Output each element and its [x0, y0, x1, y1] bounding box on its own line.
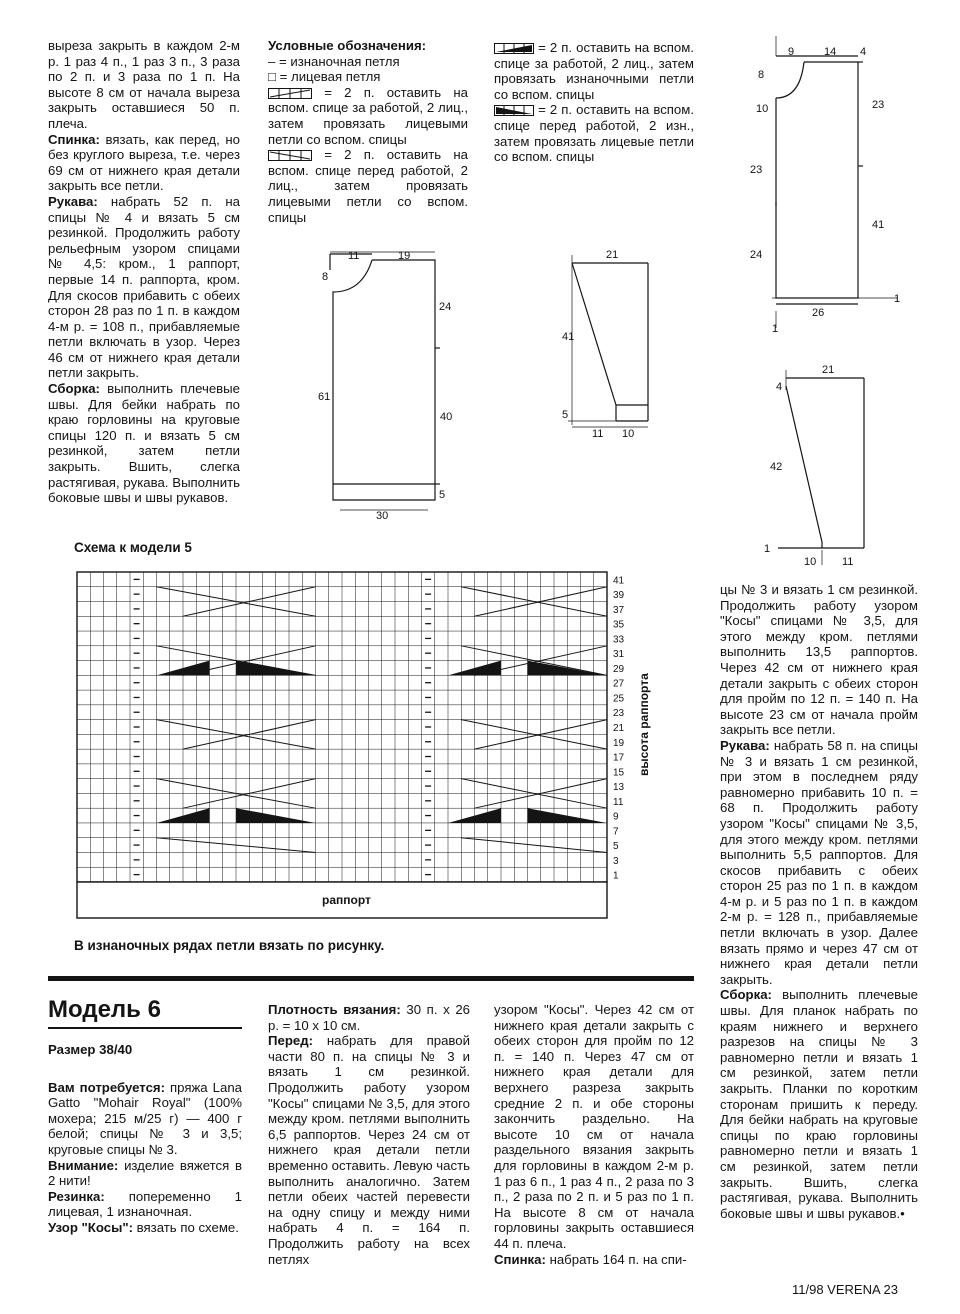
cable-text: вязать по схеме. [136, 1219, 239, 1235]
dim-14: 14 [824, 46, 837, 58]
density-paragraph [268, 1002, 470, 1033]
row-number: 41 [613, 575, 625, 587]
legend-cable-1 [268, 85, 468, 147]
row-number: 23 [613, 708, 625, 720]
dim-23-left: 23 [750, 164, 763, 176]
back-paragraph [48, 132, 240, 194]
model6-assembly-paragraph [720, 987, 918, 1221]
rib-label: Резинка: [48, 1188, 105, 1204]
materials-text: пряжа Lana Gatto "Mohair Royal" (100% мохера; 215 м/25 г) — 400 г белой; спицы № 3 и 3,5; круговые спицы № 3. [48, 1079, 242, 1157]
legend-purl: – = изнаночная петля [268, 53, 400, 69]
legend-cable-1-text: = 2 п. оставить на вспом. спице за работой, 2 лиц., затем провязать лицевыми петли со вспом. спицы [268, 84, 468, 147]
dim-1-bottom: 1 [772, 323, 779, 335]
row-number: 3 [613, 855, 619, 867]
dim-8: 8 [322, 271, 329, 283]
dim-11: 11 [348, 250, 360, 262]
legend-cable-3 [494, 40, 694, 102]
row-number: 1 [613, 870, 619, 882]
dim-21: 21 [822, 364, 835, 376]
dim-26: 26 [812, 307, 825, 319]
row-number: 27 [613, 678, 625, 690]
legend-title-text: Условные обозначения: [268, 38, 427, 53]
chart-note: В изнаночных рядах петли вязать по рисунку. [74, 938, 385, 953]
front-back-schematic-6 [748, 36, 908, 336]
sleeves-paragraph [48, 194, 240, 381]
front-text: набрать для правой части 80 п. на спицы № 3 и вязать 1 см резинкой. Продолжить работу узором "Косы" спицами № 3,5, для этого между кром. петлями выполнить 6,5 раппортов. Через 24 см от нижнего края детали петли временно оставить. Левую часть выполнить аналогично. Затем петли обеих частей перевести на одну спицу и между ними набрать 4 п. = 164 п. Продолжить работу на всех петлях [268, 1033, 470, 1267]
row-number: 15 [613, 767, 625, 779]
dim-42: 42 [770, 461, 783, 473]
row-number: 9 [613, 811, 619, 823]
sleeves-label: Рукава: [48, 193, 98, 209]
model6-assembly-text: выполнить плечевые швы. Для планок набрать по краям нижнего и верхнего разрезов на спицы № 3 равномерно петли и вязать 1 см резинкой, затем петли закрыть. Планки по коротким сторонам пришить к переду. Для бейки набрать на круговые спицы по краю горловины равномерно петли и вязать 1 см резинкой, затем петли закрыть. Вшить, слегка растягивая, рукава. Выполнить боковые швы и швы рукавов.• [720, 987, 918, 1221]
dim-23-right: 23 [872, 99, 885, 111]
model6-sleeves-text: набрать 58 п. на спицы № 3 и вязать 1 см резинкой, при этом в последнем ряду равномерно прибавить 10 п. = 68 п. Продолжить работу узором "Косы" спицами № 3,5, для этого между кром. петлями выполнить 5,5 раппортов. Для скосов прибавить с обеих сторон 25 раз по 1 п. в каждом 4-м р. и 5 раз по 1 п. в каждом 2-м р. = 128 п., прибавляемые петли включать в узор. Далее вязать прямо и через 47 см от нижнего края детали петли закрыть. [720, 737, 918, 987]
size-line [48, 1042, 242, 1058]
model6-assembly-label: Сборка: [720, 987, 772, 1003]
sleeve-schematic-5 [556, 245, 666, 445]
title-underline [48, 1027, 242, 1029]
chart-caption: Схема к модели 5 [74, 540, 192, 555]
cable-symbol-4-icon [494, 105, 534, 116]
legend-title [268, 38, 468, 54]
dim-11: 11 [592, 428, 604, 440]
cable-paragraph [48, 1220, 242, 1236]
model6-back-text: набрать 164 п. на спи- [549, 1251, 687, 1267]
model6-back-label: Спинка: [494, 1251, 546, 1267]
rib-text: попеременно 1 лицевая, 1 изнаночная. [48, 1188, 242, 1220]
row-number: 17 [613, 752, 625, 764]
model5-text-column [48, 38, 240, 506]
knitting-chart [74, 568, 684, 922]
dim-5: 5 [562, 409, 569, 421]
chart-grid-lines [77, 572, 607, 882]
row-number: 11 [613, 796, 624, 808]
sleeve-schematic-6 [760, 360, 880, 575]
cable-symbol-2-icon [268, 150, 312, 161]
dim-61: 61 [318, 391, 331, 403]
row-number: 35 [613, 619, 625, 631]
dim-24: 24 [439, 301, 452, 313]
dim-10: 10 [756, 103, 769, 115]
attention-paragraph [48, 1158, 242, 1189]
dim-10: 10 [804, 556, 817, 568]
materials-label: Вам потребуется: [48, 1079, 165, 1095]
repeat-height-label: высота раппорта [637, 673, 651, 776]
dim-21: 21 [606, 249, 619, 261]
assembly-text: выполнить плечевые швы. Для бейки набрать по краю горловины на круговые спицы 120 п. и вязать 5 см резинкой, затем петли закрыть. Вшить, слегка растягивая, рукава. Выполнить боковые швы и швы рукавов. [48, 381, 240, 506]
section-divider [48, 976, 694, 981]
dim-40: 40 [440, 411, 453, 423]
cable-symbol-1-icon [268, 88, 312, 99]
assembly-label: Сборка: [48, 381, 100, 397]
legend-cable-3-text: = 2 п. оставить на вспом. спице за работой, 2 лиц., затем провязать изнаночными петли со вспом. спицы [494, 40, 694, 102]
rib-paragraph [48, 1189, 242, 1220]
model6-column-2 [268, 1002, 470, 1267]
chart-row-labels [613, 575, 625, 881]
materials-paragraph [48, 1080, 242, 1158]
legend-cable-4-text: = 2 п. оставить на вспом. спице перед работой, 2 изн., затем провязать лицевые петли со вспом. спицы [494, 102, 694, 165]
legend-cable-4 [494, 102, 694, 164]
row-number: 13 [613, 782, 625, 794]
dim-9: 9 [788, 46, 795, 58]
dim-1-right: 1 [894, 293, 901, 305]
legend-block-2 [494, 40, 694, 165]
model6-sleeves-paragraph [720, 738, 918, 988]
dim-11: 11 [842, 556, 854, 568]
row-number: 19 [613, 737, 625, 749]
row-number: 7 [613, 826, 619, 838]
row-number: 31 [613, 649, 625, 661]
dim-24: 24 [750, 249, 763, 261]
front-continued-paragraph: узором "Косы". Через 42 см от нижнего края детали закрыть с обеих сторон для пройм по 12 п. = 140 п. Через 47 см от нижнего края детали для верхнего разреза закрыть средние 2 п. и обе стороны закончить раздельно. На высоте 10 см от начала раздельного вязания закрыть для горловины в каждом 2-м р. 1 раз 6 п., 1 раз 4 п., 2 раза по 3 п., 2 раза по 2 п. и 5 раз по 1 п. На высоте 8 см от начала горловины закрыть оставшиеся 44 п. плеча. [494, 1002, 694, 1251]
row-number: 5 [613, 841, 619, 853]
model6-column-4 [720, 582, 918, 1221]
dim-19: 19 [398, 250, 411, 262]
row-number: 33 [613, 634, 625, 646]
row-number: 37 [613, 604, 625, 616]
dim-10: 10 [622, 428, 635, 440]
dim-41: 41 [562, 331, 575, 343]
model6-column-1 [48, 1042, 242, 1236]
model6-back-paragraph [494, 1252, 694, 1268]
model6-sleeves-label: Рукава: [720, 737, 770, 753]
repeat-label: раппорт [322, 893, 371, 907]
model6-column-3 [494, 1002, 694, 1267]
attention-label: Внимание: [48, 1157, 119, 1173]
dim-30: 30 [376, 510, 389, 522]
row-number: 29 [613, 663, 625, 675]
attention-text: изделие вяжется в 2 нити! [48, 1157, 242, 1189]
dim-1: 1 [764, 543, 771, 555]
front-label: Перед: [268, 1033, 313, 1049]
back-label: Спинка: [48, 131, 100, 147]
back-continued-paragraph: цы № 3 и вязать 1 см резинкой. Продолжить работу узором "Косы" спицами № 3,5, для этого между кром. петлями выполнить 13,5 раппортов. Через 42 см от нижнего края детали закрыть с обеих сторон для пройм по 12 п. = 140 п. На высоте 23 см от начала пройм закрыть все петли. [720, 582, 918, 738]
page-footer: 11/98 VERENA 23 [792, 1282, 898, 1297]
neckline-paragraph: выреза закрыть в каждом 2-м р. 1 раз 4 п., 1 раз 3 п., 3 раза по 2 п. и 3 раза по 1 п. На высоте 8 см от начала выреза закрыть оставшиеся 50 п. плеча. [48, 38, 240, 131]
front-paragraph [268, 1033, 470, 1267]
dim-5: 5 [439, 489, 446, 501]
dim-4: 4 [860, 46, 867, 58]
row-number: 21 [613, 723, 625, 734]
front-back-schematic [300, 240, 470, 525]
cable-label: Узор "Косы": [48, 1219, 133, 1235]
dim-4: 4 [776, 381, 783, 393]
sleeves-text: набрать 52 п. на спицы № 4 и вязать 5 см резинкой. Продолжить работу рельефным узором спицами № 4,5: кром., 1 раппорт, первые 14 п. раппорта, кром. Для скосов прибавить с обеих сторон 28 раз по 1 п. в каждом 4-м р. = 108 п., прибавляемые петли включать в узор. Через 46 см от нижнего края детали петли закрыть. [48, 193, 240, 381]
back-text: вязать, как перед, но без круглого выреза, т.е. через 69 см от нижнего края детали закрыть все петли. [48, 131, 240, 194]
legend-knit: □ = лицевая петля [268, 69, 381, 85]
legend-cable-2-text: = 2 п. оставить на вспом. спице перед работой, 2 лиц., затем провязать лицевыми петли со вспом. спицы [268, 147, 468, 225]
cable-symbol-3-icon [494, 43, 534, 54]
dim-8: 8 [758, 69, 765, 81]
row-number: 39 [613, 590, 625, 602]
legend-cable-2 [268, 147, 468, 225]
size-text: Размер 38/40 [48, 1042, 133, 1057]
row-number: 25 [613, 693, 625, 705]
density-label: Плотность вязания: [268, 1002, 401, 1017]
dim-41: 41 [872, 219, 885, 231]
legend-block [268, 38, 468, 225]
model6-title: Модель 6 [48, 996, 161, 1023]
density-text: 30 п. х 26 р. = 10 х 10 см. [268, 1002, 471, 1033]
assembly-paragraph [48, 381, 240, 506]
